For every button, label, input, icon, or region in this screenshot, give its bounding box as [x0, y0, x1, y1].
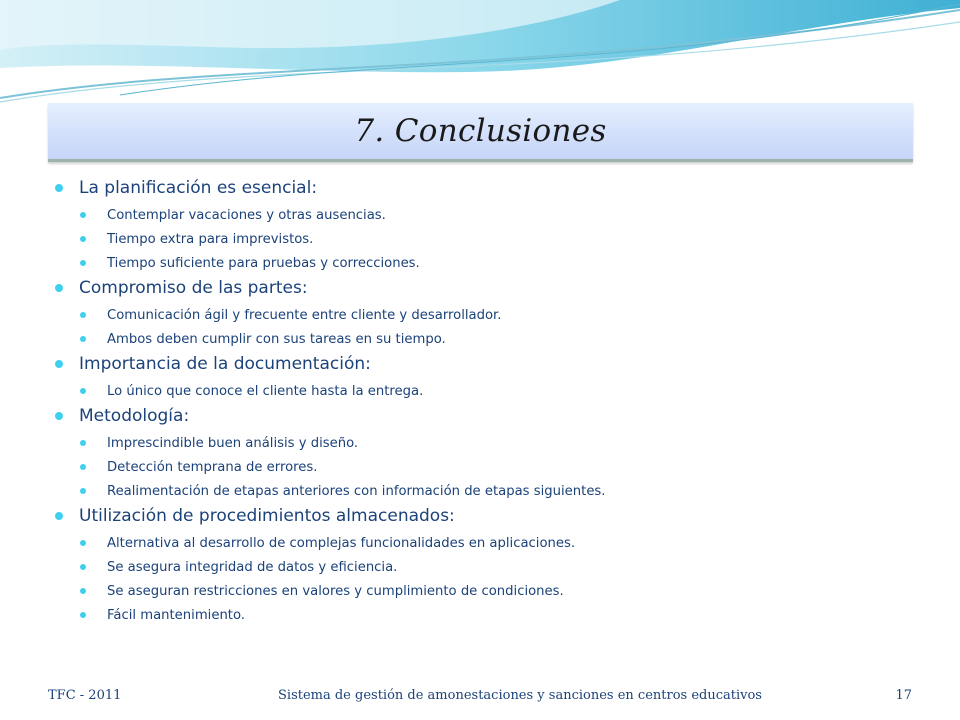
- bullet-icon: [55, 360, 63, 368]
- footer: [0, 688, 960, 708]
- list-item: Detección temprana de errores.: [52, 459, 912, 476]
- bullet-icon: [80, 488, 86, 494]
- list-item: Ambos deben cumplir con sus tareas en su tiempo.: [52, 331, 912, 348]
- list-item: Tiempo extra para imprevistos.: [52, 231, 912, 248]
- section-heading: Compromiso de las partes:: [52, 276, 912, 300]
- list-item: Comunicación ágil y frecuente entre cliente y desarrollador.: [52, 307, 912, 324]
- bullet-icon: [80, 564, 86, 570]
- section-heading: La planificación es esencial:: [52, 176, 912, 200]
- list-item: Tiempo suficiente para pruebas y correcciones.: [52, 255, 912, 272]
- bullet-icon: [55, 184, 63, 192]
- bullet-icon: [55, 284, 63, 292]
- bullet-icon: [80, 388, 86, 394]
- bullet-icon: [80, 464, 86, 470]
- title-bar: [48, 103, 913, 162]
- slide-title: 7. Conclusiones: [354, 113, 607, 149]
- list-item: Realimentación de etapas anteriores con información de etapas siguientes.: [52, 483, 912, 500]
- section-heading: Metodología:: [52, 404, 912, 428]
- bullet-icon: [80, 540, 86, 546]
- list-item: Lo único que conoce el cliente hasta la entrega.: [52, 383, 912, 400]
- bullet-icon: [80, 588, 86, 594]
- bullet-icon: [80, 236, 86, 242]
- section-heading: Utilización de procedimientos almacenados:: [52, 504, 912, 528]
- bullet-icon: [80, 212, 86, 218]
- page-number: 17: [895, 688, 912, 703]
- bullet-icon: [80, 312, 86, 318]
- bullet-list: [52, 172, 912, 624]
- list-item: Alternativa al desarrollo de complejas funcionalidades en aplicaciones.: [52, 535, 912, 552]
- bullet-icon: [80, 440, 86, 446]
- list-item: Se asegura integridad de datos y eficiencia.: [52, 559, 912, 576]
- bullet-icon: [55, 512, 63, 520]
- bullet-icon: [80, 336, 86, 342]
- list-item: Fácil mantenimiento.: [52, 607, 912, 624]
- footer-project-title: Sistema de gestión de amonestaciones y sanciones en centros educativos: [278, 688, 762, 703]
- bullet-icon: [55, 412, 63, 420]
- bullet-icon: [80, 260, 86, 266]
- section-heading: Importancia de la documentación:: [52, 352, 912, 376]
- bullet-icon: [80, 612, 86, 618]
- list-item: Contemplar vacaciones y otras ausencias.: [52, 207, 912, 224]
- list-item: Imprescindible buen análisis y diseño.: [52, 435, 912, 452]
- footer-course: TFC - 2011: [48, 688, 122, 703]
- list-item: Se aseguran restricciones en valores y cumplimiento de condiciones.: [52, 583, 912, 600]
- header-wave-decoration: [0, 0, 960, 110]
